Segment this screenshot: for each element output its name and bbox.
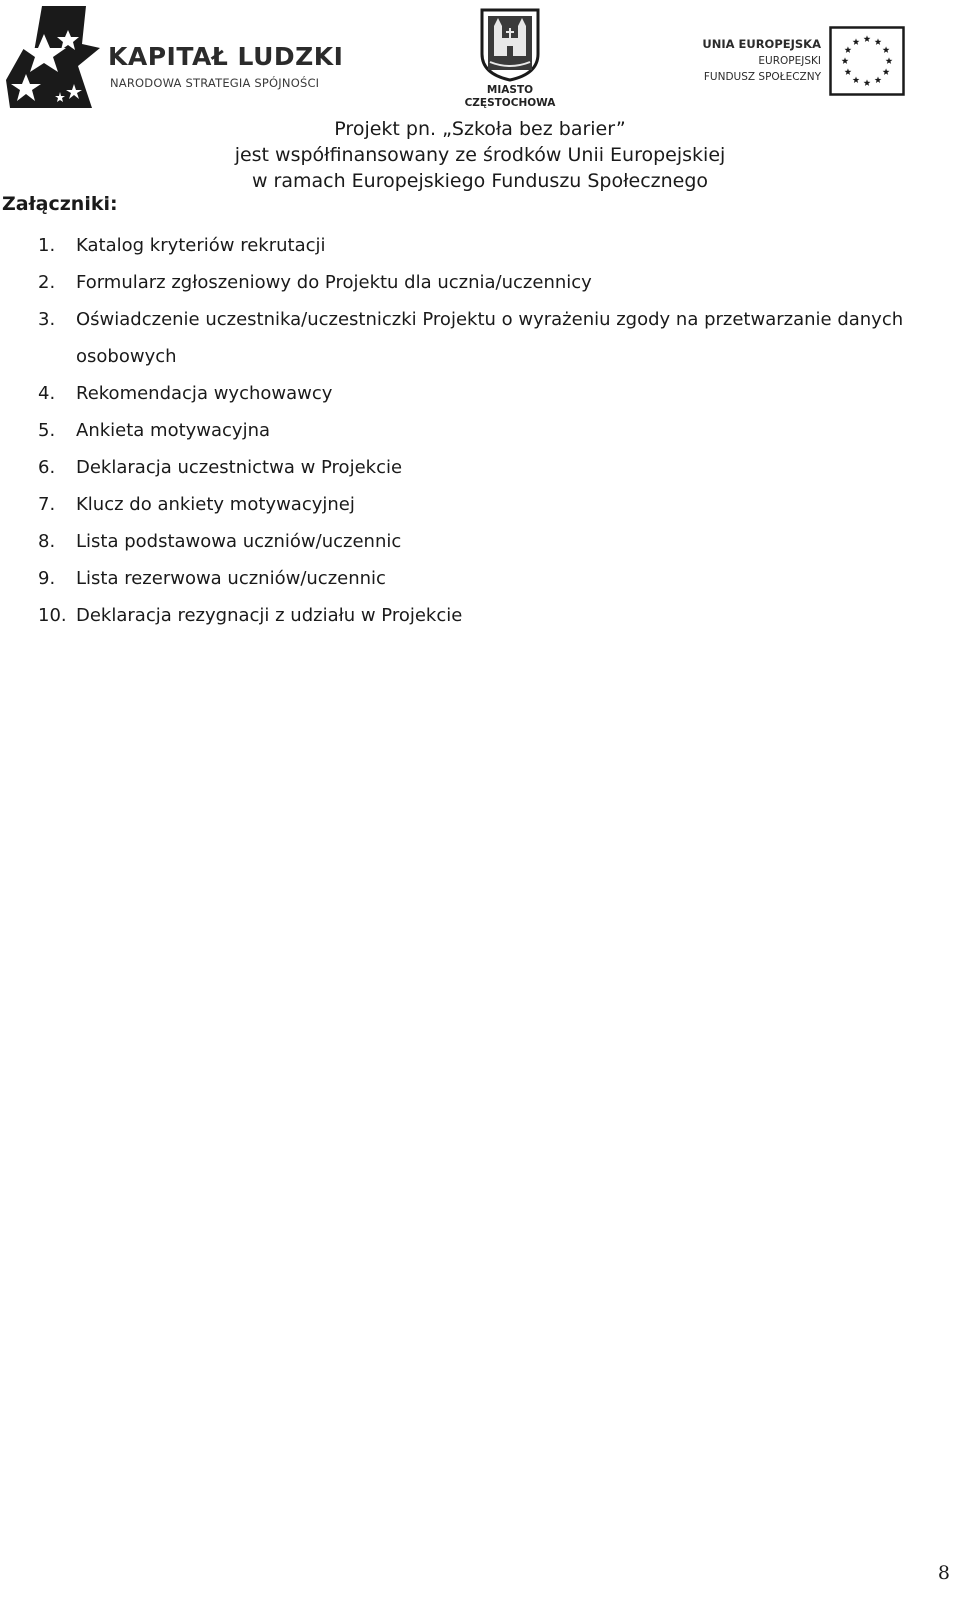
list-item: [0, 523, 960, 560]
list-item: [0, 449, 960, 486]
list-item-number: 9.: [38, 568, 56, 589]
list-item-number: 3.: [38, 309, 56, 330]
list-item-number: 8.: [38, 531, 56, 552]
project-heading-line3: w ramach Europejskiego Funduszu Społecznego: [251, 170, 709, 192]
list-item: [0, 412, 960, 449]
city-logo: [462, 8, 566, 112]
list-item-text: Oświadczenie uczestnika/uczestniczki Projektu o wyrażeniu zgody na przetwarzanie danych osobowych: [76, 309, 904, 367]
list-item-text: Deklaracja uczestnictwa w Projekcie: [76, 457, 403, 478]
list-item: [0, 560, 960, 597]
list-item-text: Formularz zgłoszeniowy do Projektu dla ucznia/uczennicy: [76, 272, 592, 293]
project-heading-line2: jest współfinansowany ze środków Unii Europejskiej: [234, 144, 726, 166]
list-item: [0, 486, 960, 523]
list-item: [0, 301, 960, 375]
list-item-number: 2.: [38, 272, 56, 293]
kapital-ludzki-logo: [4, 4, 352, 112]
list-item: [0, 264, 960, 301]
list-item: [0, 375, 960, 412]
city-logo-line1: MIASTO: [486, 84, 534, 96]
kapital-ludzki-emblem-icon: [4, 4, 104, 112]
eu-logo: [683, 22, 913, 102]
eu-logo-line2: EUROPEJSKI: [758, 55, 821, 67]
list-item-number: 7.: [38, 494, 56, 515]
eu-logo-text: [683, 36, 821, 85]
list-item-text: Klucz do ankiety motywacyjnej: [76, 494, 355, 515]
list-item-text: Ankieta motywacyjna: [76, 420, 271, 441]
city-logo-line2: CZĘSTOCHOWA: [464, 97, 556, 109]
list-item-number: 1.: [38, 235, 56, 256]
eu-logo-line1: UNIA EUROPEJSKA: [702, 37, 821, 51]
kapital-ludzki-subtitle: NARODOWA STRATEGIA SPÓJNOŚCI: [110, 76, 320, 90]
project-heading-line1: Projekt pn. „Szkoła bez barier”: [334, 118, 626, 140]
eu-flag-icon: [829, 26, 905, 96]
list-item-text: Lista podstawowa uczniów/uczennic: [76, 531, 402, 552]
list-item: [0, 597, 960, 634]
list-item-number: 6.: [38, 457, 56, 478]
list-item-number: 10.: [38, 605, 67, 626]
list-item-text: Katalog kryteriów rekrutacji: [76, 235, 326, 256]
list-item-text: Rekomendacja wychowawcy: [76, 383, 333, 404]
list-item-number: 4.: [38, 383, 56, 404]
list-item-text: Deklaracja rezygnacji z udziału w Projekcie: [76, 605, 463, 626]
page-number: 8: [937, 1562, 950, 1584]
kapital-ludzki-title: KAPITAŁ LUDZKI: [108, 42, 344, 71]
city-crest-icon: [480, 8, 540, 82]
attachments-list: [0, 227, 960, 634]
list-item-text: Lista rezerwowa uczniów/uczennic: [76, 568, 386, 589]
attachments-title: Załączniki:: [2, 193, 118, 215]
list-item: [0, 227, 960, 264]
eu-logo-line3: FUNDUSZ SPOŁECZNY: [703, 71, 821, 83]
project-heading: [160, 116, 800, 194]
list-item-number: 5.: [38, 420, 56, 441]
